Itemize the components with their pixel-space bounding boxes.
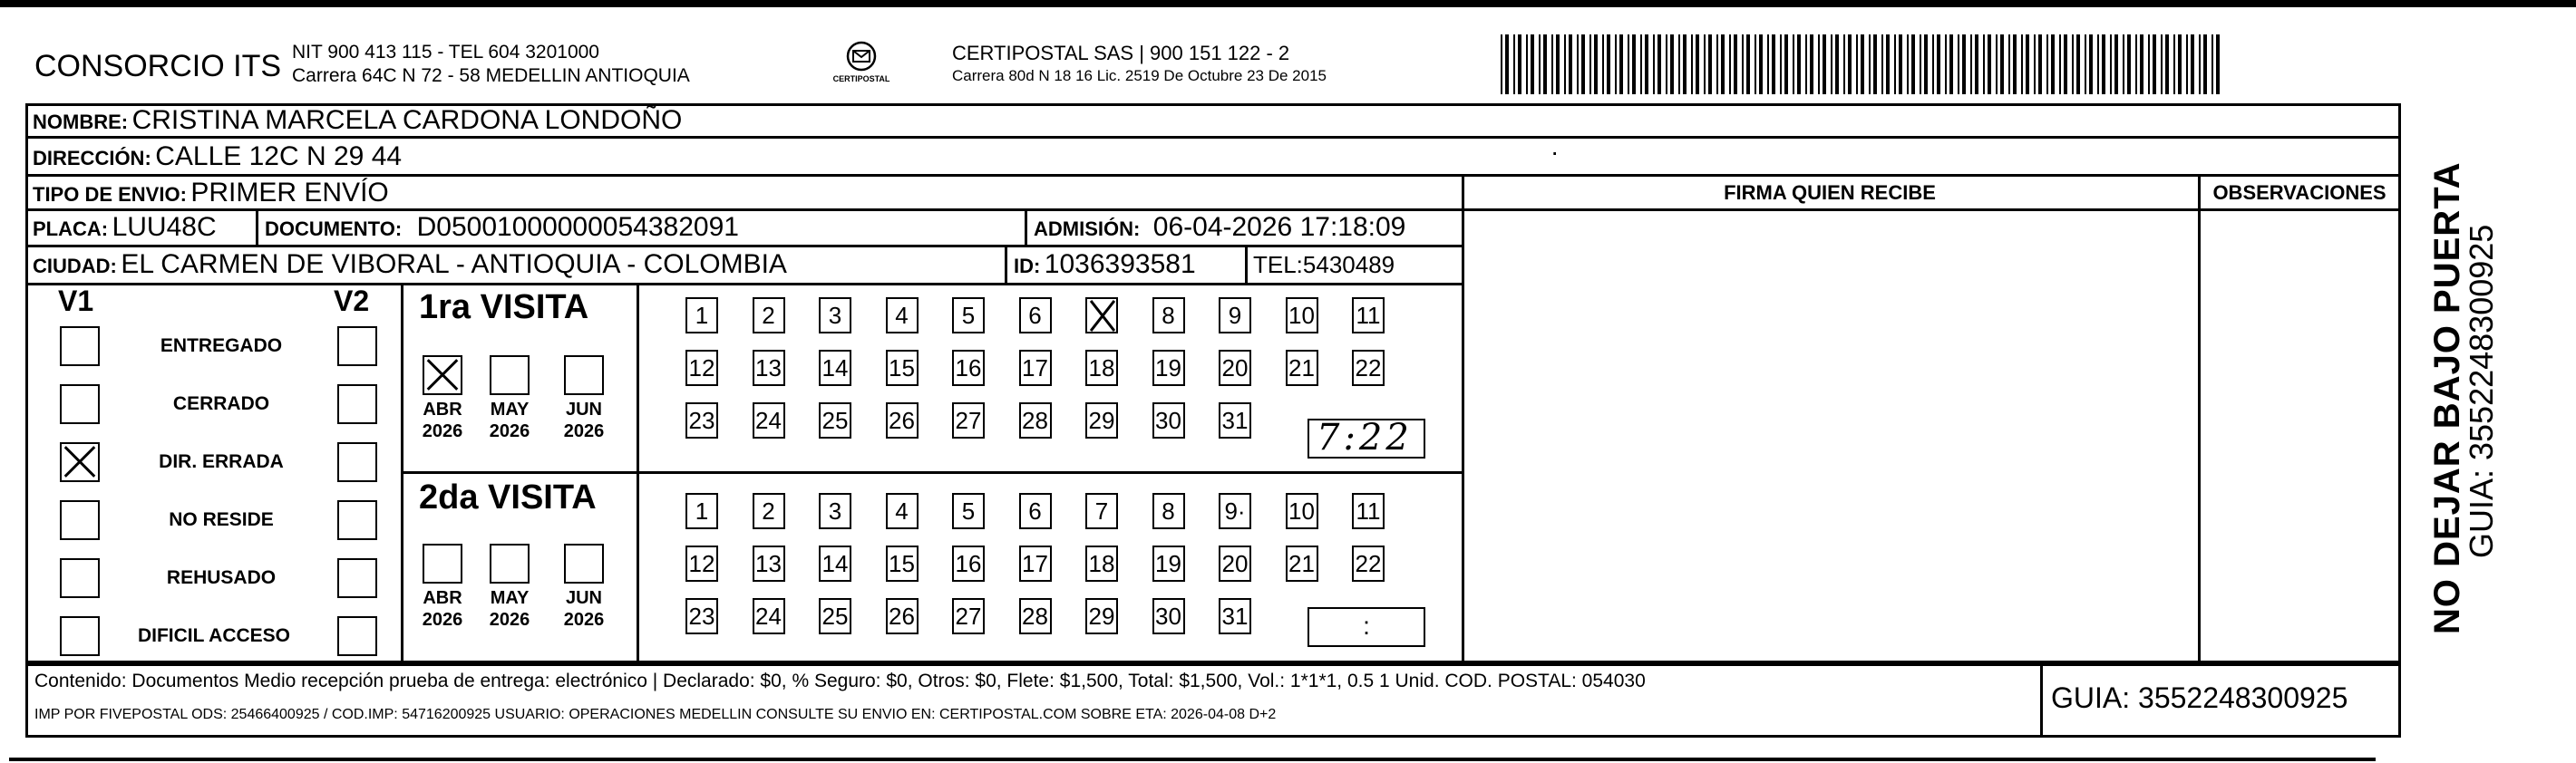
barcode-bar: [1628, 34, 1629, 94]
address-mark: ·: [1550, 138, 1560, 166]
barcode-bar: [1780, 34, 1782, 94]
barcode-bar: [2089, 34, 2093, 94]
barcode-bar: [1886, 34, 1890, 94]
barcode-bar: [1767, 34, 1769, 94]
barcode-bar: [2026, 34, 2029, 94]
barcode-bar: [1996, 34, 1998, 94]
v2-checkbox[interactable]: [337, 442, 377, 482]
col-line: [2040, 663, 2043, 738]
barcode-bar: [1988, 34, 1991, 94]
day-checkbox[interactable]: [1085, 297, 1118, 333]
name-row: [33, 105, 682, 136]
day-checkbox[interactable]: 16: [952, 350, 985, 386]
barcode-bar: [1970, 34, 1972, 94]
barcode-bar: [2123, 34, 2124, 94]
barcode-bar: [1949, 34, 1953, 94]
id-number: 1036393581: [1044, 249, 1196, 279]
document-label: DOCUMENTO:: [265, 217, 403, 240]
document: D05001000000054382091: [416, 212, 739, 242]
barcode-bar: [1759, 34, 1763, 94]
v1-checkbox[interactable]: [60, 500, 100, 540]
row-line: [25, 208, 2401, 211]
company-line2: Carrera 64C N 72 - 58 MEDELLIN ANTIOQUIA: [292, 65, 690, 86]
recipient-name: CRISTINA MARCELA CARDONA LONDOÑO: [131, 105, 683, 135]
barcode-bar: [2211, 34, 2213, 94]
barcode-bar: [1526, 34, 1528, 94]
day-checkbox[interactable]: 29: [1085, 402, 1118, 439]
barcode-bar: [2153, 34, 2156, 94]
barcode-bar: [2178, 34, 2182, 94]
barcode-bar: [2051, 34, 2055, 94]
barcode-bar: [1793, 34, 1794, 94]
barcode-bar: [1945, 34, 1947, 94]
barcode-bar: [1602, 34, 1604, 94]
day-checkbox[interactable]: 8: [1152, 297, 1185, 333]
v2-checkbox[interactable]: [337, 326, 377, 366]
barcode-bar: [1772, 34, 1775, 94]
shipping-type: PRIMER ENVÍO: [190, 178, 389, 208]
barcode-bar: [2097, 34, 2099, 94]
barcode-bar: [2135, 34, 2137, 94]
col-line: [1462, 174, 1464, 663]
barcode-bar: [1983, 34, 1985, 94]
barcode-bar: [1607, 34, 1610, 94]
barcode-bar: [1823, 34, 1826, 94]
col-line: [2198, 174, 2201, 663]
plate: LUU48C: [112, 212, 217, 242]
barcode-bar: [1640, 34, 1642, 94]
day-checkbox[interactable]: 28: [1019, 402, 1052, 439]
day-checkbox[interactable]: 13: [753, 350, 785, 386]
month-checkbox[interactable]: [490, 355, 530, 395]
v1-checkbox[interactable]: [60, 558, 100, 598]
tel-label: TEL:: [1253, 251, 1303, 278]
day-checkbox[interactable]: 15: [886, 546, 919, 582]
barcode-bar: [1869, 34, 1871, 94]
barcode-bar: [2140, 34, 2143, 94]
barcode-bar: [1784, 34, 1788, 94]
v2-label: V2: [334, 285, 370, 317]
status-label: REHUSADO: [166, 567, 277, 588]
col-line: [2398, 174, 2401, 663]
day-checkbox[interactable]: 19: [1152, 350, 1185, 386]
barcode-bar: [1848, 34, 1852, 94]
footer-guia: GUIA: 3552248300925: [2051, 681, 2348, 714]
barcode-bar: [1881, 34, 1883, 94]
col-line: [1025, 208, 1027, 245]
barcode-bar: [1645, 34, 1648, 94]
month-label: ABR 2026: [422, 588, 463, 630]
plate-label: PLACA:: [33, 217, 109, 240]
barcode-bar: [2038, 34, 2042, 94]
observations-header: OBSERVACIONES: [2212, 181, 2386, 204]
month-checkbox[interactable]: [423, 355, 462, 395]
id-label: ID:: [1014, 255, 1041, 277]
day-checkbox[interactable]: 23: [685, 598, 718, 634]
barcode-bar: [1657, 34, 1661, 94]
signature-header: FIRMA QUIEN RECIBE: [1724, 181, 1936, 204]
barcode-bar: [1666, 34, 1667, 94]
barcode-bar: [1691, 34, 1693, 94]
city-cell: [33, 249, 787, 280]
barcode-bar: [1734, 34, 1737, 94]
carrier-line1: CERTIPOSTAL SAS | 900 151 122 - 2: [952, 42, 1290, 64]
day-checkbox[interactable]: 21: [1286, 546, 1318, 582]
day-checkbox[interactable]: 22: [1352, 546, 1385, 582]
barcode-bar: [2085, 34, 2086, 94]
barcode-bar: [1619, 34, 1623, 94]
barcode-bar: [2165, 34, 2169, 94]
day-checkbox[interactable]: 7: [1085, 493, 1118, 529]
visit-divider: [401, 471, 1462, 474]
barcode-bar: [1556, 34, 1560, 94]
barcode-bar: [1805, 34, 1807, 94]
recipient-address: CALLE 12C N 29 44: [155, 141, 403, 171]
day-checkbox[interactable]: 29: [1085, 598, 1118, 634]
barcode-bar: [1518, 34, 1521, 94]
top-rule: [0, 0, 2576, 7]
month-checkbox[interactable]: [490, 544, 530, 584]
barcode-bar: [1531, 34, 1534, 94]
barcode-bar: [1539, 34, 1541, 94]
day-checkbox[interactable]: 31: [1219, 598, 1251, 634]
month-label: JUN 2026: [563, 588, 605, 630]
id-cell: [1014, 249, 1196, 280]
v2-checkbox[interactable]: [337, 616, 377, 656]
day-checkbox[interactable]: 23: [685, 402, 718, 439]
barcode-bar: [1704, 34, 1706, 94]
barcode-bar: [1716, 34, 1718, 94]
barcode-bar: [1615, 34, 1617, 94]
day-checkbox[interactable]: 30: [1152, 598, 1185, 634]
barcode-bar: [1975, 34, 1978, 94]
logo-text: CERTIPOSTAL: [832, 74, 890, 83]
handwritten-time: 7:22: [1317, 417, 1413, 459]
day-checkbox[interactable]: 1: [685, 297, 718, 333]
day-checkbox[interactable]: 8: [1152, 493, 1185, 529]
day-checkbox[interactable]: 2: [753, 493, 785, 529]
admission: 06-04-2026 17:18:09: [1152, 212, 1406, 242]
barcode-bar: [2008, 34, 2010, 94]
col-line: [1005, 245, 1007, 283]
day-checkbox[interactable]: 6: [1019, 493, 1052, 529]
barcode-bar: [2161, 34, 2163, 94]
v1-checkbox[interactable]: [60, 326, 100, 366]
day-checkbox[interactable]: 19: [1152, 546, 1185, 582]
day-checkbox[interactable]: 4: [886, 493, 919, 529]
day-checkbox[interactable]: 5: [952, 297, 985, 333]
barcode-bar: [1899, 34, 1902, 94]
day-checkbox[interactable]: 15: [886, 350, 919, 386]
day-checkbox[interactable]: 17: [1019, 546, 1052, 582]
day-checkbox[interactable]: 12: [685, 350, 718, 386]
day-checkbox[interactable]: 18: [1085, 350, 1118, 386]
barcode-bar: [1721, 34, 1725, 94]
month-label: MAY 2026: [489, 400, 530, 441]
barcode-bar: [2072, 34, 2074, 94]
v2-checkbox[interactable]: [337, 384, 377, 424]
row-line: [25, 283, 1463, 285]
day-checkbox[interactable]: 12: [685, 546, 718, 582]
barcode-bar: [1577, 34, 1579, 94]
footer-print-line: IMP POR FIVEPOSTAL ODS: 25466400925 / COD.IMP: 54716200925 USUARIO: OPERACIONES MEDELLIN CONSULTE SU ENVIO EN: CERTIPOSTAL.COM SOBRE ETA: 2026-04-08 D+2: [34, 707, 1277, 722]
day-checkbox[interactable]: 11: [1352, 493, 1385, 529]
day-checkbox[interactable]: 25: [819, 598, 851, 634]
barcode-bar: [1873, 34, 1877, 94]
barcode-bar: [1564, 34, 1566, 94]
barcode-bar: [2021, 34, 2023, 94]
shipping-type-row: [33, 178, 389, 208]
month-checkbox[interactable]: [564, 544, 604, 584]
day-checkbox[interactable]: 9: [1219, 297, 1251, 333]
status-label: DIFICIL ACCESO: [137, 625, 290, 646]
day-checkbox[interactable]: 14: [819, 546, 851, 582]
city-label: CIUDAD:: [33, 255, 117, 277]
barcode-bar: [1678, 34, 1680, 94]
barcode-bar: [1861, 34, 1864, 94]
barcode-bar: [1551, 34, 1553, 94]
day-checkbox[interactable]: 24: [753, 598, 785, 634]
barcode-bar: [2064, 34, 2067, 94]
day-checkbox[interactable]: 25: [819, 402, 851, 439]
barcode-bar: [1589, 34, 1591, 94]
barcode-bar: [1581, 34, 1585, 94]
day-checkbox[interactable]: 28: [1019, 598, 1052, 634]
shipping-type-label: TIPO DE ENVIO:: [33, 183, 187, 206]
day-checkbox[interactable]: 13: [753, 546, 785, 582]
barcode-bar: [1501, 34, 1502, 94]
day-checkbox[interactable]: 18: [1085, 546, 1118, 582]
admission-cell: [1034, 212, 1405, 243]
barcode-bar: [2059, 34, 2061, 94]
side-guia: GUIA: 3552248300925: [2463, 224, 2500, 558]
second-visit-time: [1307, 607, 1425, 647]
barcode-bar: [1505, 34, 1509, 94]
barcode-bar: [2076, 34, 2080, 94]
day-checkbox[interactable]: 21: [1286, 350, 1318, 386]
document-cell: [265, 212, 739, 243]
status-label: CERRADO: [172, 393, 270, 414]
month-checkbox[interactable]: [423, 544, 462, 584]
name-label: NOMBRE:: [33, 111, 129, 133]
day-checkbox[interactable]: 3: [819, 493, 851, 529]
second-visit-title: 2da VISITA: [419, 478, 597, 517]
address-row: [33, 141, 402, 172]
barcode-bar: [2148, 34, 2150, 94]
barcode-bar: [1513, 34, 1515, 94]
barcode-bar: [1856, 34, 1858, 94]
col-line: [1245, 245, 1248, 283]
barcode-bar: [1755, 34, 1756, 94]
barcode-bar: [2203, 34, 2207, 94]
day-checkbox[interactable]: 1: [685, 493, 718, 529]
v1-checkbox[interactable]: [60, 442, 100, 482]
month-label: MAY 2026: [489, 588, 530, 630]
barcode-bar: [1594, 34, 1598, 94]
day-checkbox[interactable]: 26: [886, 598, 919, 634]
barcode-bar: [1708, 34, 1712, 94]
v2-checkbox[interactable]: [337, 500, 377, 540]
barcode: [1501, 34, 2226, 94]
day-checkbox[interactable]: 14: [819, 350, 851, 386]
plate-cell: [33, 212, 217, 243]
barcode-bar: [1958, 34, 1959, 94]
barcode-bar: [1924, 34, 1928, 94]
company-name: CONSORCIO ITS: [34, 49, 282, 83]
footer-contents: Contenido: Documentos Medio recepción prueba de entrega: electrónico | Declarado: $0, % Seguro: $0, Otros: $0, Flete: $1,500, Total: $1,500, Vol.: 1*1*1, 0.5 1 Unid. COD. POSTAL: 054030: [34, 671, 1646, 691]
barcode-bar: [1742, 34, 1744, 94]
day-checkbox[interactable]: 10: [1286, 297, 1318, 333]
row-line: [25, 136, 2401, 139]
day-checkbox[interactable]: 2: [753, 297, 785, 333]
day-checkbox[interactable]: 16: [952, 546, 985, 582]
day-checkbox[interactable]: 20: [1219, 350, 1251, 386]
barcode-bar: [1543, 34, 1547, 94]
month-checkbox[interactable]: [564, 355, 604, 395]
barcode-bar: [1894, 34, 1896, 94]
company-line1: NIT 900 413 115 - TEL 604 3201000: [292, 42, 599, 63]
barcode-bar: [2046, 34, 2048, 94]
col-line: [256, 208, 258, 245]
day-checkbox[interactable]: 24: [753, 402, 785, 439]
barcode-bar: [2199, 34, 2201, 94]
day-checkbox[interactable]: 11: [1352, 297, 1385, 333]
address-label: DIRECCIÓN:: [33, 147, 151, 169]
day-checkbox[interactable]: 31: [1219, 402, 1251, 439]
admission-label: ADMISIÓN:: [1034, 217, 1141, 240]
certipostal-logo: [832, 40, 890, 91]
barcode-bar: [1746, 34, 1750, 94]
day-checkbox[interactable]: 26: [886, 402, 919, 439]
day-checkbox[interactable]: 5: [952, 493, 985, 529]
barcode-bar: [2127, 34, 2131, 94]
day-checkbox[interactable]: 22: [1352, 350, 1385, 386]
barcode-bar: [1569, 34, 1572, 94]
day-checkbox[interactable]: 27: [952, 598, 985, 634]
v2-checkbox[interactable]: [337, 558, 377, 598]
row-line: [25, 174, 2401, 177]
barcode-bar: [2186, 34, 2188, 94]
day-checkbox[interactable]: 4: [886, 297, 919, 333]
barcode-bar: [1810, 34, 1813, 94]
barcode-bar: [1907, 34, 1909, 94]
barcode-bar: [1696, 34, 1699, 94]
barcode-bar: [2013, 34, 2017, 94]
day-checkbox[interactable]: 17: [1019, 350, 1052, 386]
tel-cell: [1253, 251, 1395, 279]
day-checkbox[interactable]: 6: [1019, 297, 1052, 333]
first-visit-title: 1ra VISITA: [419, 288, 589, 326]
status-label: NO RESIDE: [169, 509, 274, 530]
barcode-bar: [1670, 34, 1674, 94]
bottom-rule: [9, 758, 2376, 761]
day-checkbox[interactable]: 27: [952, 402, 985, 439]
barcode-bar: [1962, 34, 1966, 94]
side-warning: NO DEJAR BAJO PUERTA: [2427, 161, 2467, 634]
barcode-bar: [2191, 34, 2194, 94]
carrier-line2: Carrera 80d N 18 16 Lic. 2519 De Octubre 23 De 2015: [952, 67, 1327, 84]
day-checkbox[interactable]: 30: [1152, 402, 1185, 439]
barcode-bar: [1920, 34, 1921, 94]
barcode-bar: [1835, 34, 1839, 94]
day-checkbox[interactable]: 9·: [1219, 493, 1251, 529]
barcode-bar: [1653, 34, 1655, 94]
day-checkbox[interactable]: 10: [1286, 493, 1318, 529]
barcode-bar: [1932, 34, 1934, 94]
barcode-bar: [1911, 34, 1915, 94]
barcode-bar: [1818, 34, 1820, 94]
status-label: DIR. ERRADA: [159, 451, 284, 472]
barcode-bar: [2034, 34, 2036, 94]
barcode-bar: [1683, 34, 1687, 94]
first-visit-time: [1307, 419, 1425, 459]
v1-label: V1: [58, 285, 94, 317]
day-checkbox[interactable]: 3: [819, 297, 851, 333]
barcode-bar: [1729, 34, 1731, 94]
barcode-bar: [1937, 34, 1940, 94]
day-checkbox[interactable]: 20: [1219, 546, 1251, 582]
v1-checkbox[interactable]: [60, 616, 100, 656]
status-label: ENTREGADO: [160, 335, 283, 356]
tel: 5430489: [1302, 251, 1395, 278]
barcode-bar: [2110, 34, 2112, 94]
barcode-bar: [1831, 34, 1832, 94]
barcode-bar: [1843, 34, 1845, 94]
barcode-bar: [2173, 34, 2175, 94]
v1-checkbox[interactable]: [60, 384, 100, 424]
time-placeholder: :: [1363, 612, 1370, 640]
barcode-bar: [1797, 34, 1801, 94]
month-label: ABR 2026: [422, 400, 463, 441]
barcode-bar: [2216, 34, 2220, 94]
barcode-bar: [1632, 34, 1636, 94]
barcode-bar: [2000, 34, 2004, 94]
barcode-bar: [2114, 34, 2118, 94]
month-label: JUN 2026: [563, 400, 605, 441]
barcode-bar: [2102, 34, 2105, 94]
city: EL CARMEN DE VIBORAL - ANTIOQUIA - COLOMBIA: [121, 249, 787, 279]
